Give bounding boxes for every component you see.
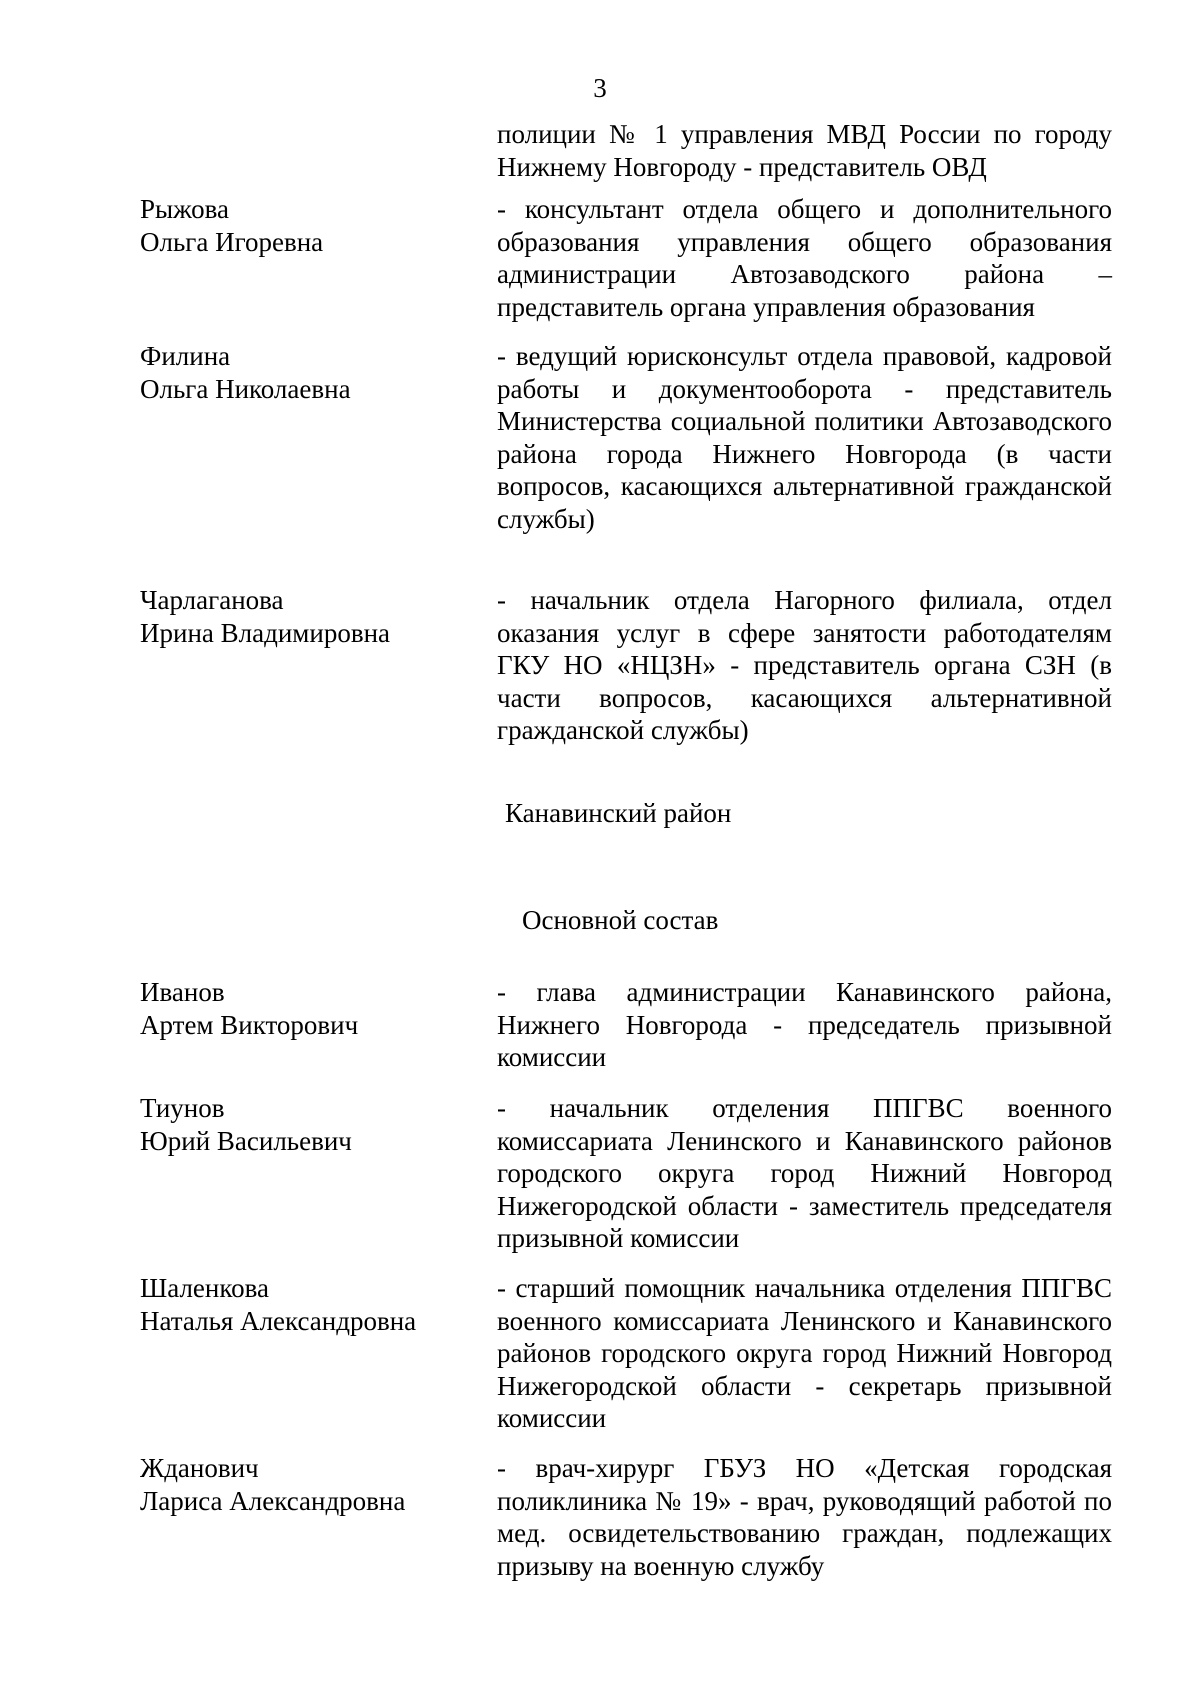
member-surname: Чарлаганова: [140, 585, 284, 615]
member-description: - ведущий юрисконсульт отдела правовой, кадровой работы и документооборота - представитель Министерства социальной политики Автозаводского района города Нижнего Новгорода (в части вопросов, касающихся альтернативной гражданской службы): [497, 341, 1112, 534]
member-description: - консультант отдела общего и дополнительного образования управления общего образования администрации Автозаводского района – представитель органа управления образования: [497, 194, 1112, 322]
member-surname: Рыжова: [140, 194, 230, 224]
member-name: [140, 976, 470, 1041]
member-surname: Иванов: [140, 977, 225, 1007]
member-given-name: Лариса Александровна: [140, 1485, 406, 1516]
member-given-name: Ирина Владимировна: [140, 617, 391, 648]
member-surname: Жданович: [140, 1453, 259, 1483]
member-description: - начальник отдела Нагорного филиала, отдел оказания услуг в сфере занятости работодателям ГКУ НО «НЦЗН» - представитель органа СЗН (в части вопросов, касающихся альтернативной гражданской службы): [497, 585, 1112, 745]
member-name: [140, 1272, 470, 1337]
member-surname: Тиунов: [140, 1093, 225, 1123]
member-surname: Шаленкова: [140, 1273, 269, 1303]
member-description: - начальник отделения ППГВС военного комиссариата Ленинского и Канавинского районов городского округа город Нижний Новгород Нижегородской области - заместитель председателя призывной комиссии: [497, 1093, 1112, 1253]
member-name: [140, 584, 470, 649]
member-name: [140, 1092, 470, 1157]
page-number: 3: [593, 73, 607, 103]
composition-subtitle: Основной состав: [522, 905, 719, 935]
member-surname: Филина: [140, 341, 231, 371]
member-name: [140, 340, 470, 405]
member-given-name: Юрий Васильевич: [140, 1125, 352, 1156]
member-given-name: Ольга Игоревна: [140, 226, 324, 257]
member-description: - старший помощник начальника отделения ППГВС военного комиссариата Ленинского и Канавинского районов городского округа город Нижний Новгород Нижегородской области - секретарь призывной комиссии: [497, 1273, 1112, 1433]
member-name: [140, 1452, 470, 1517]
district-heading: Канавинский район: [505, 798, 732, 828]
member-description: - врач-хирург ГБУЗ НО «Детская городская поликлиника № 19» - врач, руководящий работой по мед. освидетельствованию граждан, подлежащих призыву на военную службу: [497, 1453, 1112, 1581]
member-name: [140, 193, 470, 258]
member-description: - глава администрации Канавинского района, Нижнего Новгорода - председатель призывной комиссии: [497, 977, 1112, 1072]
member-given-name: Наталья Александровна: [140, 1305, 417, 1336]
member-description: полиции № 1 управления МВД России по городу Нижнему Новгороду - представитель ОВД: [497, 119, 1112, 182]
member-given-name: Артем Викторович: [140, 1009, 359, 1040]
member-given-name: Ольга Николаевна: [140, 373, 351, 404]
